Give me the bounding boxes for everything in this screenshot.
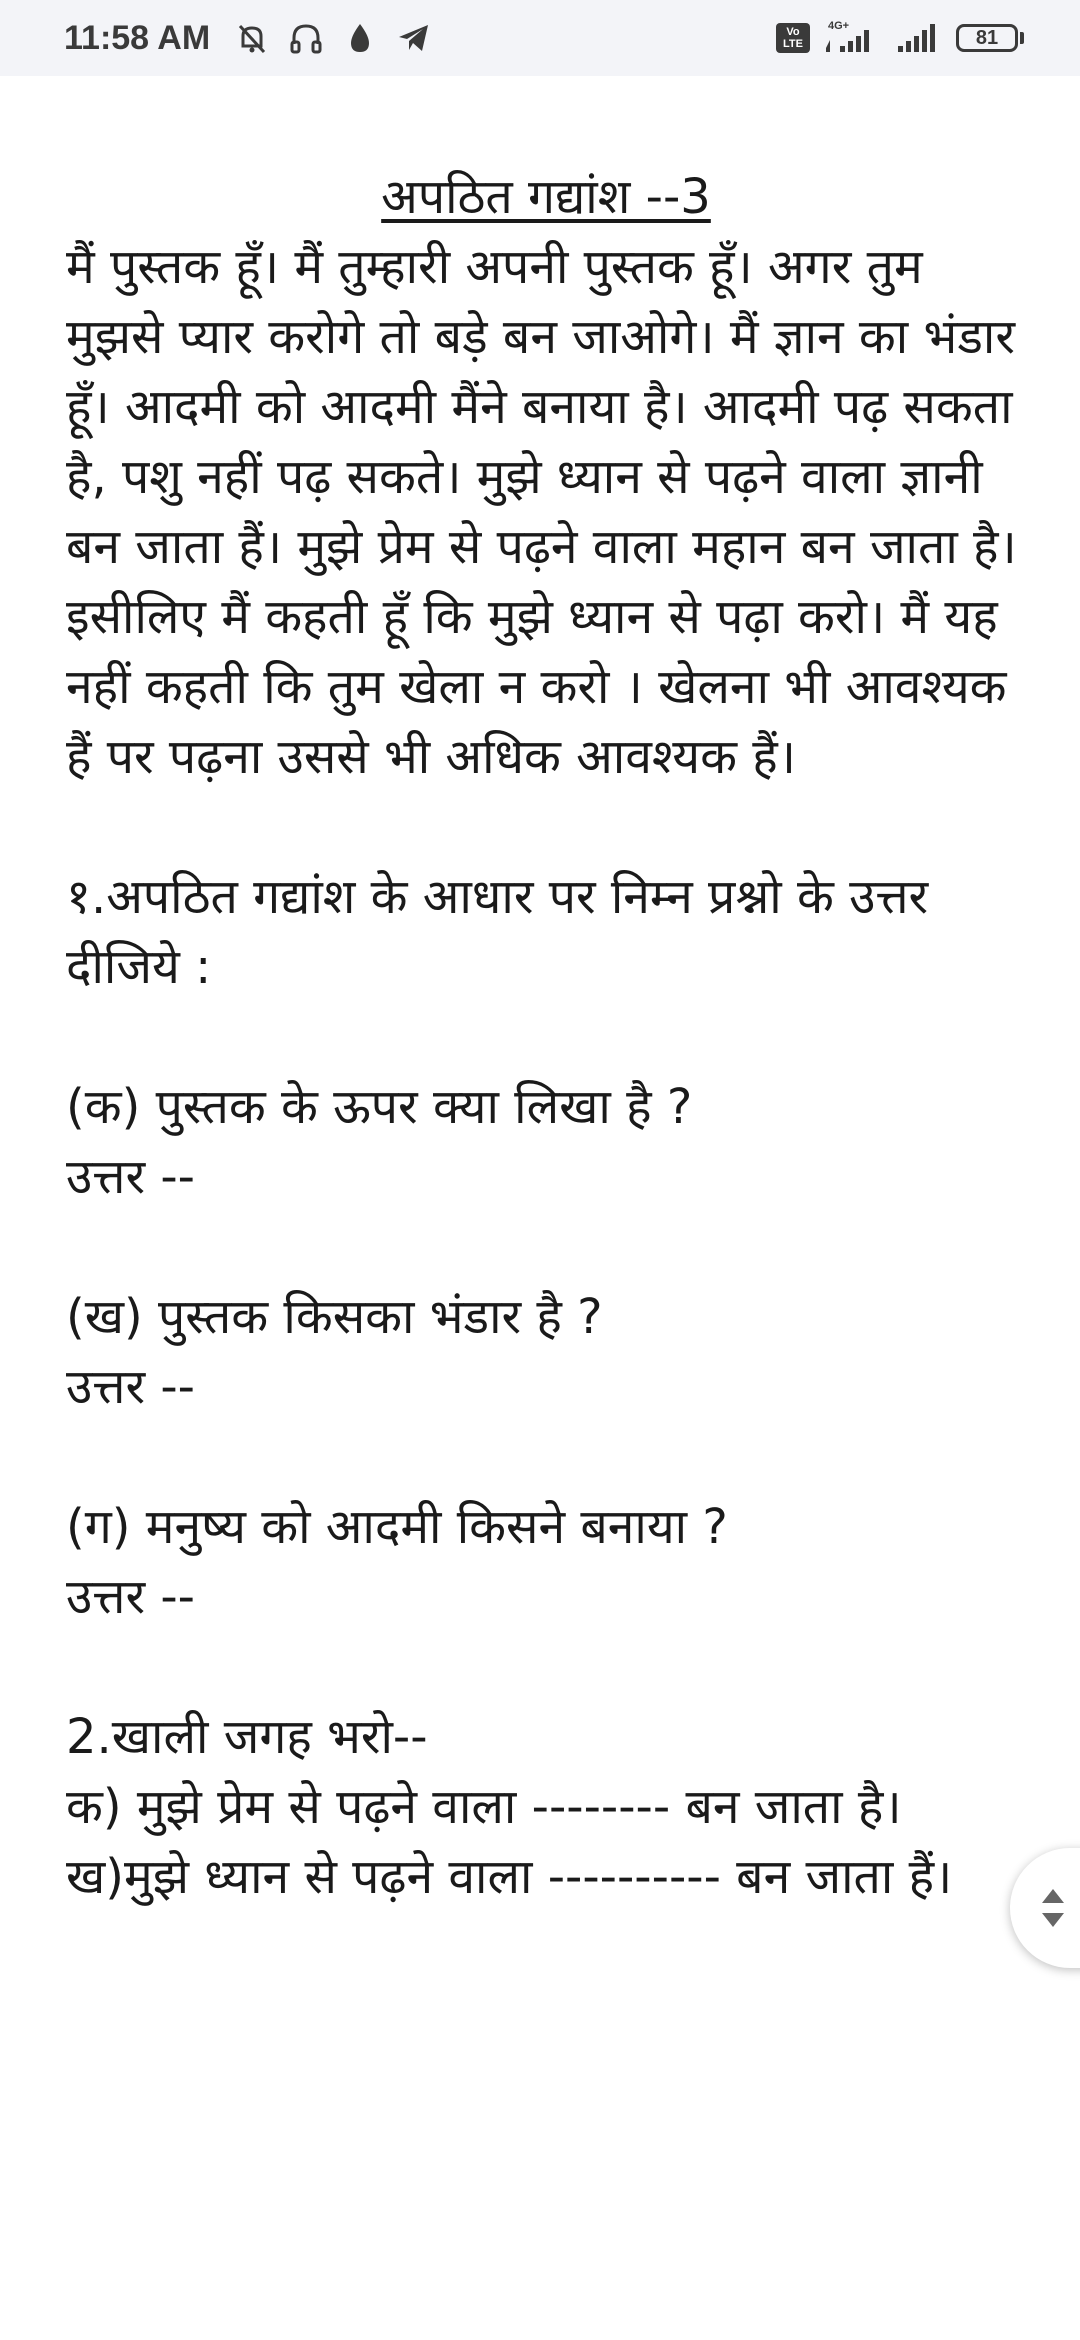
volte-top: Vo — [786, 26, 800, 38]
answer-label: उत्तर -- — [66, 1359, 196, 1415]
volte-badge — [776, 23, 810, 53]
status-bar — [0, 0, 1080, 76]
question-text: (ग) मनुष्य को आदमी किसने बनाया ? — [66, 1499, 728, 1555]
document-content — [66, 162, 1026, 1912]
answer-label: उत्तर -- — [66, 1149, 196, 1205]
battery-tip — [1020, 32, 1024, 44]
drop-icon — [340, 18, 380, 58]
signal-4g-icon — [824, 18, 880, 58]
scroll-down-icon — [1042, 1913, 1064, 1927]
fill-blank-item: क) मुझे प्रेम से पढ़ने वाला -------- बन जाता है। — [66, 1779, 902, 1835]
fill-blanks-heading: 2.खाली जगह भरो-- — [66, 1709, 428, 1765]
status-time: 11:58 AM — [64, 18, 211, 57]
battery-level: 81 — [956, 24, 1018, 52]
headphones-icon — [286, 18, 326, 58]
question-text: (क) पुस्तक के ऊपर क्या लिखा है ? — [66, 1079, 693, 1135]
battery-icon — [956, 24, 1024, 52]
answer-label: उत्तर -- — [66, 1569, 196, 1625]
document-title: अपठित गद्यांश --3 — [381, 169, 711, 225]
fill-blank-item: ख)मुझे ध्यान से पढ़ने वाला ---------- बन जाता हैं। — [66, 1849, 953, 1905]
volte-bottom: LTE — [783, 38, 803, 50]
mute-icon — [232, 18, 272, 58]
scroll-up-icon — [1042, 1889, 1064, 1903]
question-block — [66, 1072, 1026, 1212]
status-left — [64, 18, 434, 58]
signal-icon — [894, 18, 942, 58]
instruction-block — [66, 862, 1026, 1002]
telegram-icon — [394, 18, 434, 58]
network-label: 4G+ — [828, 20, 850, 32]
question-block — [66, 1282, 1026, 1422]
question-block — [66, 1492, 1026, 1632]
fill-blanks-block — [66, 1702, 1026, 1912]
passage-paragraph: मैं पुस्तक हूँ। मैं तुम्हारी अपनी पुस्तक हूँ। अगर तुम मुझसे प्यार करोगे तो बड़े बन जाओगे। मैं ज्ञान का भंडार हूँ। आदमी को आदमी मैंने बनाया है। आदमी पढ़ सकता है, पशु नहीं पढ़ सकते। मुझे ध्यान से पढ़ने वाला ज्ञानी बन जाता हैं। मुझे प्रेम से पढ़ने वाला महान बन जाता है। इसीलिए मैं कहती हूँ कि मुझे ध्यान से पढ़ा करो। मैं यह नहीं कहती कि तुम खेला न करो । खेलना भी आवश्यक हैं पर पढ़ना उससे भी अधिक आवश्यक हैं। — [66, 239, 1017, 785]
instruction-text: १.अपठित गद्यांश के आधार पर निम्न प्रश्नो के उत्तर दीजिये : — [66, 869, 929, 995]
question-text: (ख) पुस्तक किसका भंडार है ? — [66, 1289, 603, 1345]
status-right — [776, 18, 1024, 58]
